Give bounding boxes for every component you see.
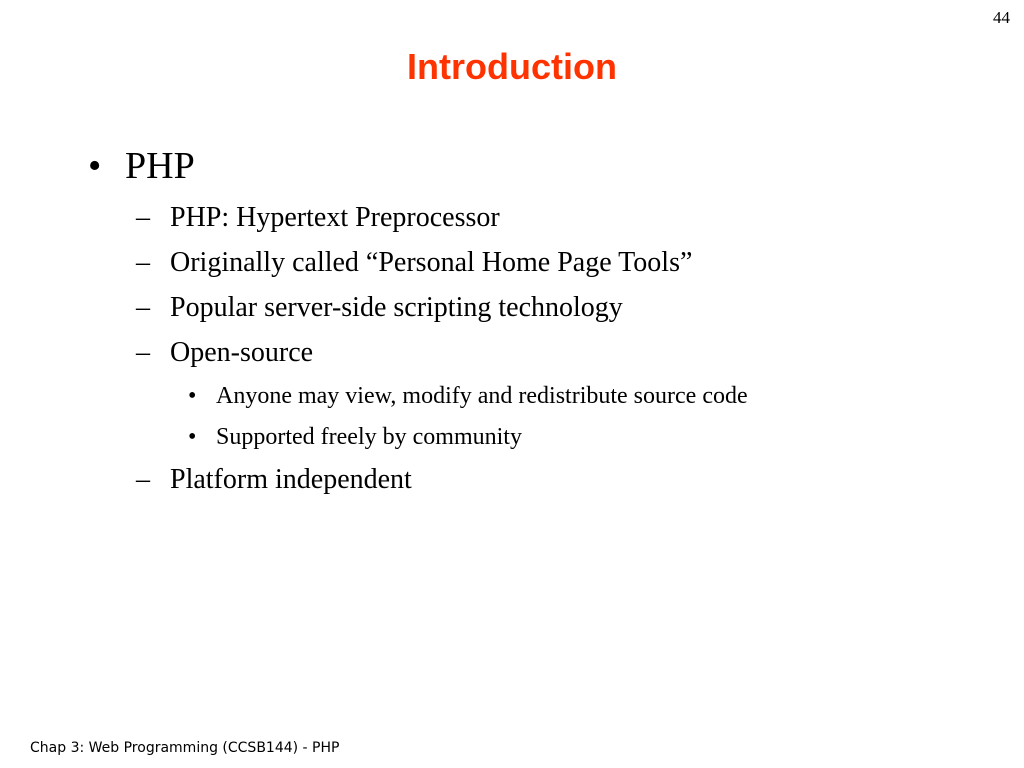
dash-marker: – <box>136 247 150 278</box>
dash-marker: – <box>136 337 150 368</box>
sub-bullet-hypertext <box>136 200 500 236</box>
bullet-marker: • <box>188 383 197 409</box>
slide-title: Introduction <box>407 46 617 87</box>
slide-footer: Chap 3: Web Programming (CCSB144) - PHP <box>30 740 340 756</box>
dash-marker: – <box>136 292 150 323</box>
sub-bullet-original-name <box>136 245 692 281</box>
sub-bullet-text: Open-source <box>170 337 314 368</box>
bullet-marker: • <box>188 424 197 450</box>
sub-bullet-open-source <box>136 335 313 371</box>
dash-marker: – <box>136 464 150 495</box>
sub-bullet-server-side <box>136 290 623 326</box>
sub-sub-bullet-text: Anyone may view, modify and redistribute source code <box>216 383 748 409</box>
dash-marker: – <box>136 202 150 233</box>
sub-bullet-text: Platform independent <box>170 464 412 495</box>
bullet-marker: • <box>88 145 102 187</box>
bullet-php <box>88 140 195 192</box>
sub-bullet-text: PHP: Hypertext Preprocessor <box>170 202 500 233</box>
sub-sub-bullet-community <box>188 422 522 452</box>
sub-sub-bullet-redistribute <box>188 381 748 411</box>
bullet-text: PHP <box>125 145 195 187</box>
sub-bullet-platform-independent <box>136 462 412 498</box>
sub-bullet-text: Popular server-side scripting technology <box>170 292 623 323</box>
sub-bullet-text: Originally called “Personal Home Page Tools” <box>170 247 693 278</box>
sub-sub-bullet-text: Supported freely by community <box>216 424 522 450</box>
slide-number: 44 <box>993 8 1010 27</box>
